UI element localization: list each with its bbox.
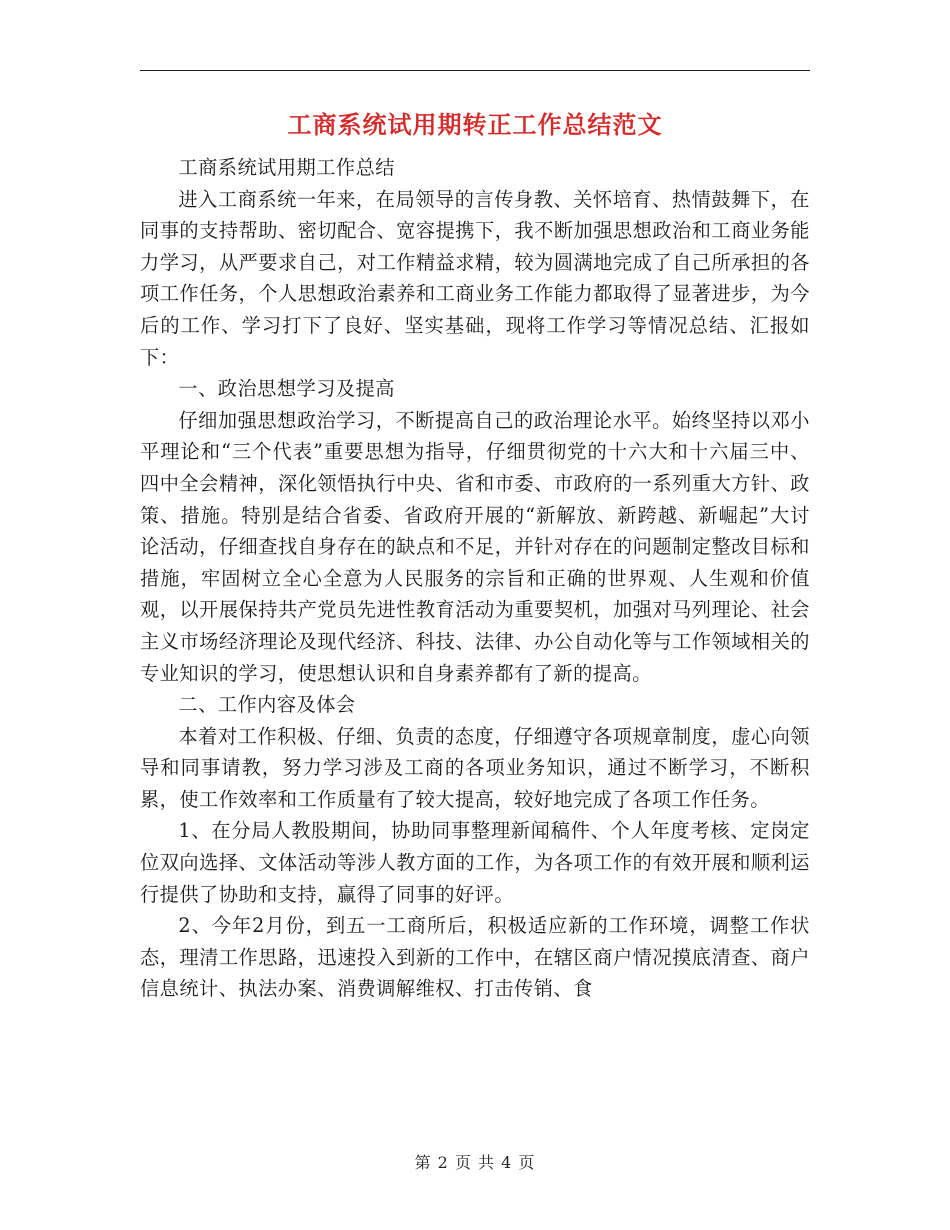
document-body — [140, 152, 810, 1005]
section-heading: 一、政治思想学习及提高 — [178, 377, 395, 401]
body-paragraph: 工商系统试用期工作总结 — [178, 156, 395, 179]
body-paragraph: 仔细加强思想政治学习，不断提高自己的政治理论水平。始终坚持以邓小平理论和“三个代表”重要思想为指导，仔细贯彻党的十六大和十六届三中、四中全会精神，深化领悟执行中央、省和市委、市政府的一系列重大方针、政策、措施。特别是结合省委、省政府开展的“新解放、新跨越、新崛起”大讨论活动，仔细查找自身存在的缺点和不足，并针对存在的问题制定整改目标和措施，牢固树立全心全意为人民服务的宗旨和正确的世界观、人生观和价值观，以开展保持共产党员先进性教育活动为重要契机，加强对马列理论、社会主义市场经济理论及现代经济、科技、法律、办公自动化等与工作领域相关的专业知识的学习，使思想认识和自身素养都有了新的提高。 — [140, 408, 810, 685]
section-heading: 二、工作内容及体会 — [178, 693, 356, 717]
page-number: 第 2 页 共 4 页 — [414, 1153, 536, 1172]
document-title: 工商系统试用期转正工作总结范文 — [287, 110, 663, 139]
body-paragraph: 本着对工作积极、仔细、负责的态度，仔细遵守各项规章制度，虚心向领导和同事请教，努力学习涉及工商的各项业务知识，通过不断学习，不断积累，使工作效率和工作质量有了较大提高，较好地完成了各项工作任务。 — [140, 724, 810, 811]
body-paragraph: 进入工商系统一年来，在局领导的言传身教、关怀培育、热情鼓舞下，在同事的支持帮助、密切配合、宽容提携下，我不断加强思想政治和工商业务能力学习，从严要求自己，对工作精益求精，较为圆满地完成了自己所承担的各项工作任务，个人思想政治素养和工商业务工作能力都取得了显著进步，为今后的工作、学习打下了良好、坚实基础，现将工作学习等情况总结、汇报如下： — [140, 187, 810, 369]
body-paragraph: 2、今年2月份，到五一工商所后，积极适应新的工作环境，调整工作状态，理清工作思路，迅速投入到新的工作中，在辖区商户情况摸底清查、商户信息统计、执法办案、消费调解维权、打击传销、食 — [140, 914, 810, 1001]
header-rule — [140, 70, 810, 71]
body-paragraph: 1、在分局人教股期间，协助同事整理新闻稿件、个人年度考核、定岗定位双向选择、文体活动等涉人教方面的工作，为各项工作的有效开展和顺利运行提供了协助和支持，赢得了同事的好评。 — [140, 819, 810, 906]
